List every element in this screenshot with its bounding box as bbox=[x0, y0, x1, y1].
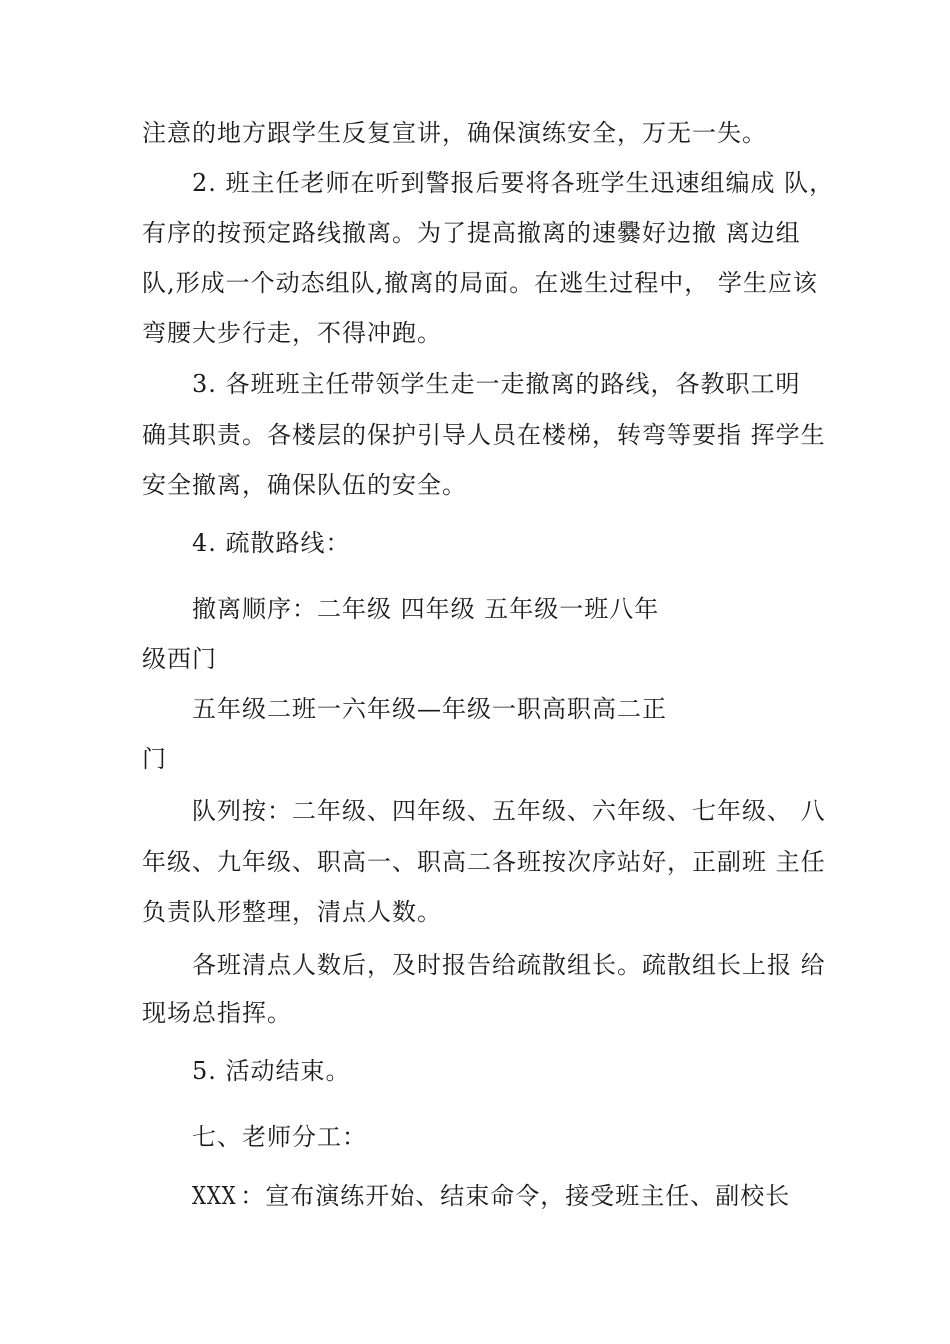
paragraph-line: 有序的按预定路线撤离。为了提高撤离的速爨好边撤 离边组 bbox=[142, 219, 801, 247]
paragraph-line: 各班清点人数后，及时报告给疏散组长。疏散组长上报 给 bbox=[192, 951, 826, 979]
placeholder-name: XXX bbox=[192, 1182, 237, 1210]
paragraph-line: 5. 活动结束。 bbox=[192, 1057, 351, 1085]
paragraph-line: 五年级二班一六年级—年级一职高职高二正 bbox=[192, 695, 667, 723]
paragraph-line: 注意的地方跟学生反复宣讲，确保演练安全，万无一失。 bbox=[142, 119, 767, 147]
paragraph-line-text: ：宣布演练开始、结束命令，接受班主任、副校长 bbox=[240, 1182, 791, 1210]
paragraph-line: 撤离顺序：二年级 四年级 五年级一班八年 bbox=[192, 595, 660, 623]
paragraph-line: 安全撤离，确保队伍的安全。 bbox=[142, 471, 467, 499]
paragraph-line: 门 bbox=[142, 745, 167, 773]
paragraph-line: 2. 班主任老师在听到警报后要将各班学生迅速组编成 队， bbox=[192, 169, 835, 197]
paragraph-line: 3. 各班班主任带领学生走一走撤离的路线，各教职工明 bbox=[192, 370, 801, 398]
paragraph-line: 现场总指挥。 bbox=[142, 999, 292, 1027]
paragraph-line: 年级、九年级、职高一、职高二各班按次序站好，正副班 主任 bbox=[142, 848, 826, 876]
paragraph-line: 确其职责。各楼层的保护引导人员在楼梯，转弯等要指 挥学生 bbox=[142, 421, 826, 449]
paragraph-line: 负责队形整理，清点人数。 bbox=[142, 898, 442, 926]
paragraph-line: 4. 疏散路线： bbox=[192, 529, 351, 557]
paragraph-line bbox=[192, 1181, 790, 1211]
paragraph-line: 七、老师分工： bbox=[192, 1123, 367, 1151]
paragraph-line: 弯腰大步行走，不得冲跑。 bbox=[142, 319, 442, 347]
paragraph-line: 队,形成一个动态组队,撤离的局面。在逃生过程中， 学生应该 bbox=[142, 269, 818, 297]
paragraph-line: 队列按：二年级、四年级、五年级、六年级、七年级、 八 bbox=[192, 797, 826, 825]
paragraph-line: 级西门 bbox=[142, 645, 217, 673]
